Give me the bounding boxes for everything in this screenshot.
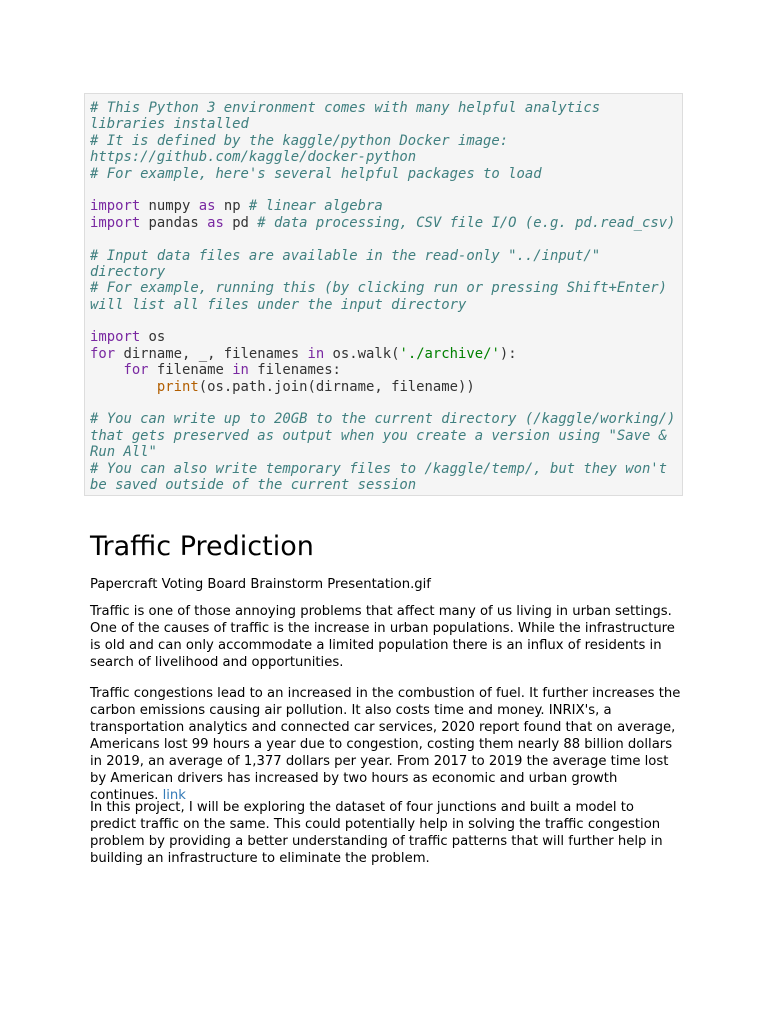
code-token: # For example, here's several helpful packages to load	[90, 165, 542, 182]
code-line	[90, 182, 677, 198]
code-line	[90, 231, 677, 247]
code-line	[90, 133, 677, 149]
image-alt-text: Papercraft Voting Board Brainstorm Presentation.gif	[90, 577, 431, 592]
congestion-paragraph	[90, 685, 682, 804]
code-line	[90, 149, 677, 165]
code-token: for	[90, 345, 116, 362]
code-line	[90, 346, 677, 362]
code-token: in	[232, 362, 249, 379]
code-token: # linear algebra	[248, 198, 383, 215]
code-line	[90, 215, 677, 231]
code-token: in	[307, 345, 325, 362]
code-token: libraries installed	[90, 116, 249, 133]
code-token	[90, 362, 123, 378]
code-token: (os.path.join(dirname, filename))	[198, 378, 475, 395]
code-token: os	[140, 329, 166, 346]
code-line	[90, 313, 677, 329]
code-token: filename	[148, 362, 233, 379]
code-line	[90, 444, 677, 460]
code-token: import	[90, 198, 141, 215]
code-token: pandas	[140, 214, 208, 231]
code-token: directory	[90, 263, 166, 280]
code-token: numpy	[140, 198, 199, 215]
code-line	[90, 379, 677, 395]
code-token: import	[90, 329, 141, 346]
code-token: that gets preserved as output when you create a version using "Save &	[90, 427, 668, 444]
code-token: # Input data files are available in the read-only "../input/"	[90, 247, 601, 264]
code-line	[90, 248, 677, 264]
code-line	[90, 461, 677, 477]
code-token: will list all files under the input directory	[90, 296, 467, 313]
code-token: os.walk(	[324, 345, 400, 362]
section-title: Traffic Prediction	[90, 531, 314, 562]
source-link[interactable]: link	[162, 788, 186, 803]
code-line	[90, 362, 677, 378]
code-line	[90, 411, 677, 427]
code-token: # You can also write temporary files to /kaggle/temp/, but they won't	[90, 460, 668, 477]
code-token: be saved outside of the current session	[90, 476, 417, 493]
code-line	[90, 477, 677, 493]
code-token: np	[215, 198, 249, 215]
code-token: https://github.com/kaggle/docker-python	[90, 149, 417, 166]
code-token: './archive/'	[399, 345, 500, 362]
code-cell[interactable]	[84, 93, 683, 496]
code-line	[90, 280, 677, 296]
code-token: # You can write up to 20GB to the current directory (/kaggle/working/)	[90, 411, 676, 428]
intro-paragraph: Traffic is one of those annoying problems that affect many of us living in urban settings. One of the causes of traffic is the increase in urban populations. While the infrastructure is old and can only accommodate a limited population there is an influx of residents in search of livelihood and opportunities.	[90, 604, 675, 670]
code-token: Run All"	[90, 444, 157, 461]
code-token: ):	[499, 345, 517, 362]
code-line	[90, 297, 677, 313]
code-body	[90, 100, 677, 493]
code-token: import	[90, 214, 141, 231]
code-token: # data processing, CSV file I/O (e.g. pd.read_csv)	[257, 214, 676, 231]
code-token: as	[207, 214, 224, 231]
code-line	[90, 116, 677, 132]
project-paragraph: In this project, I will be exploring the dataset of four junctions and built a model to predict traffic on the same. This could potentially help in solving the traffic congestion problem by providing a better understanding of traffic patterns that will further help in building an infrastructure to eliminate the problem.	[90, 800, 663, 866]
code-line	[90, 329, 677, 345]
code-token: for	[123, 362, 149, 379]
code-line	[90, 166, 677, 182]
code-token: filenames:	[248, 362, 341, 379]
congestion-paragraph-text: Traffic congestions lead to an increased in the combustion of fuel. It further increases the carbon emissions causing air pollution. It also costs time and money. INRIX's, a transportation analytics and connected car services, 2020 report found that on average, Americans lost 99 hours a year due to congestion, costing them nearly 88 billion dollars in 2019, an average of 1,377 dollars per year. From 2017 to 2019 the average time lost by American drivers has increased by two hours as economic and urban growth continues.	[90, 686, 681, 803]
code-token: dirname, _, filenames	[115, 345, 308, 362]
code-token: # For example, running this (by clicking run or pressing Shift+Enter)	[90, 280, 668, 297]
code-token: as	[198, 198, 216, 215]
code-token	[90, 379, 157, 395]
code-token: print	[156, 378, 199, 395]
code-line	[90, 198, 677, 214]
code-line	[90, 428, 677, 444]
code-token: pd	[223, 214, 258, 231]
code-line	[90, 264, 677, 280]
code-token: # It is defined by the kaggle/python Docker image:	[90, 132, 509, 149]
code-line	[90, 100, 677, 116]
code-line	[90, 395, 677, 411]
code-token: # This Python 3 environment comes with many helpful analytics	[90, 100, 601, 116]
